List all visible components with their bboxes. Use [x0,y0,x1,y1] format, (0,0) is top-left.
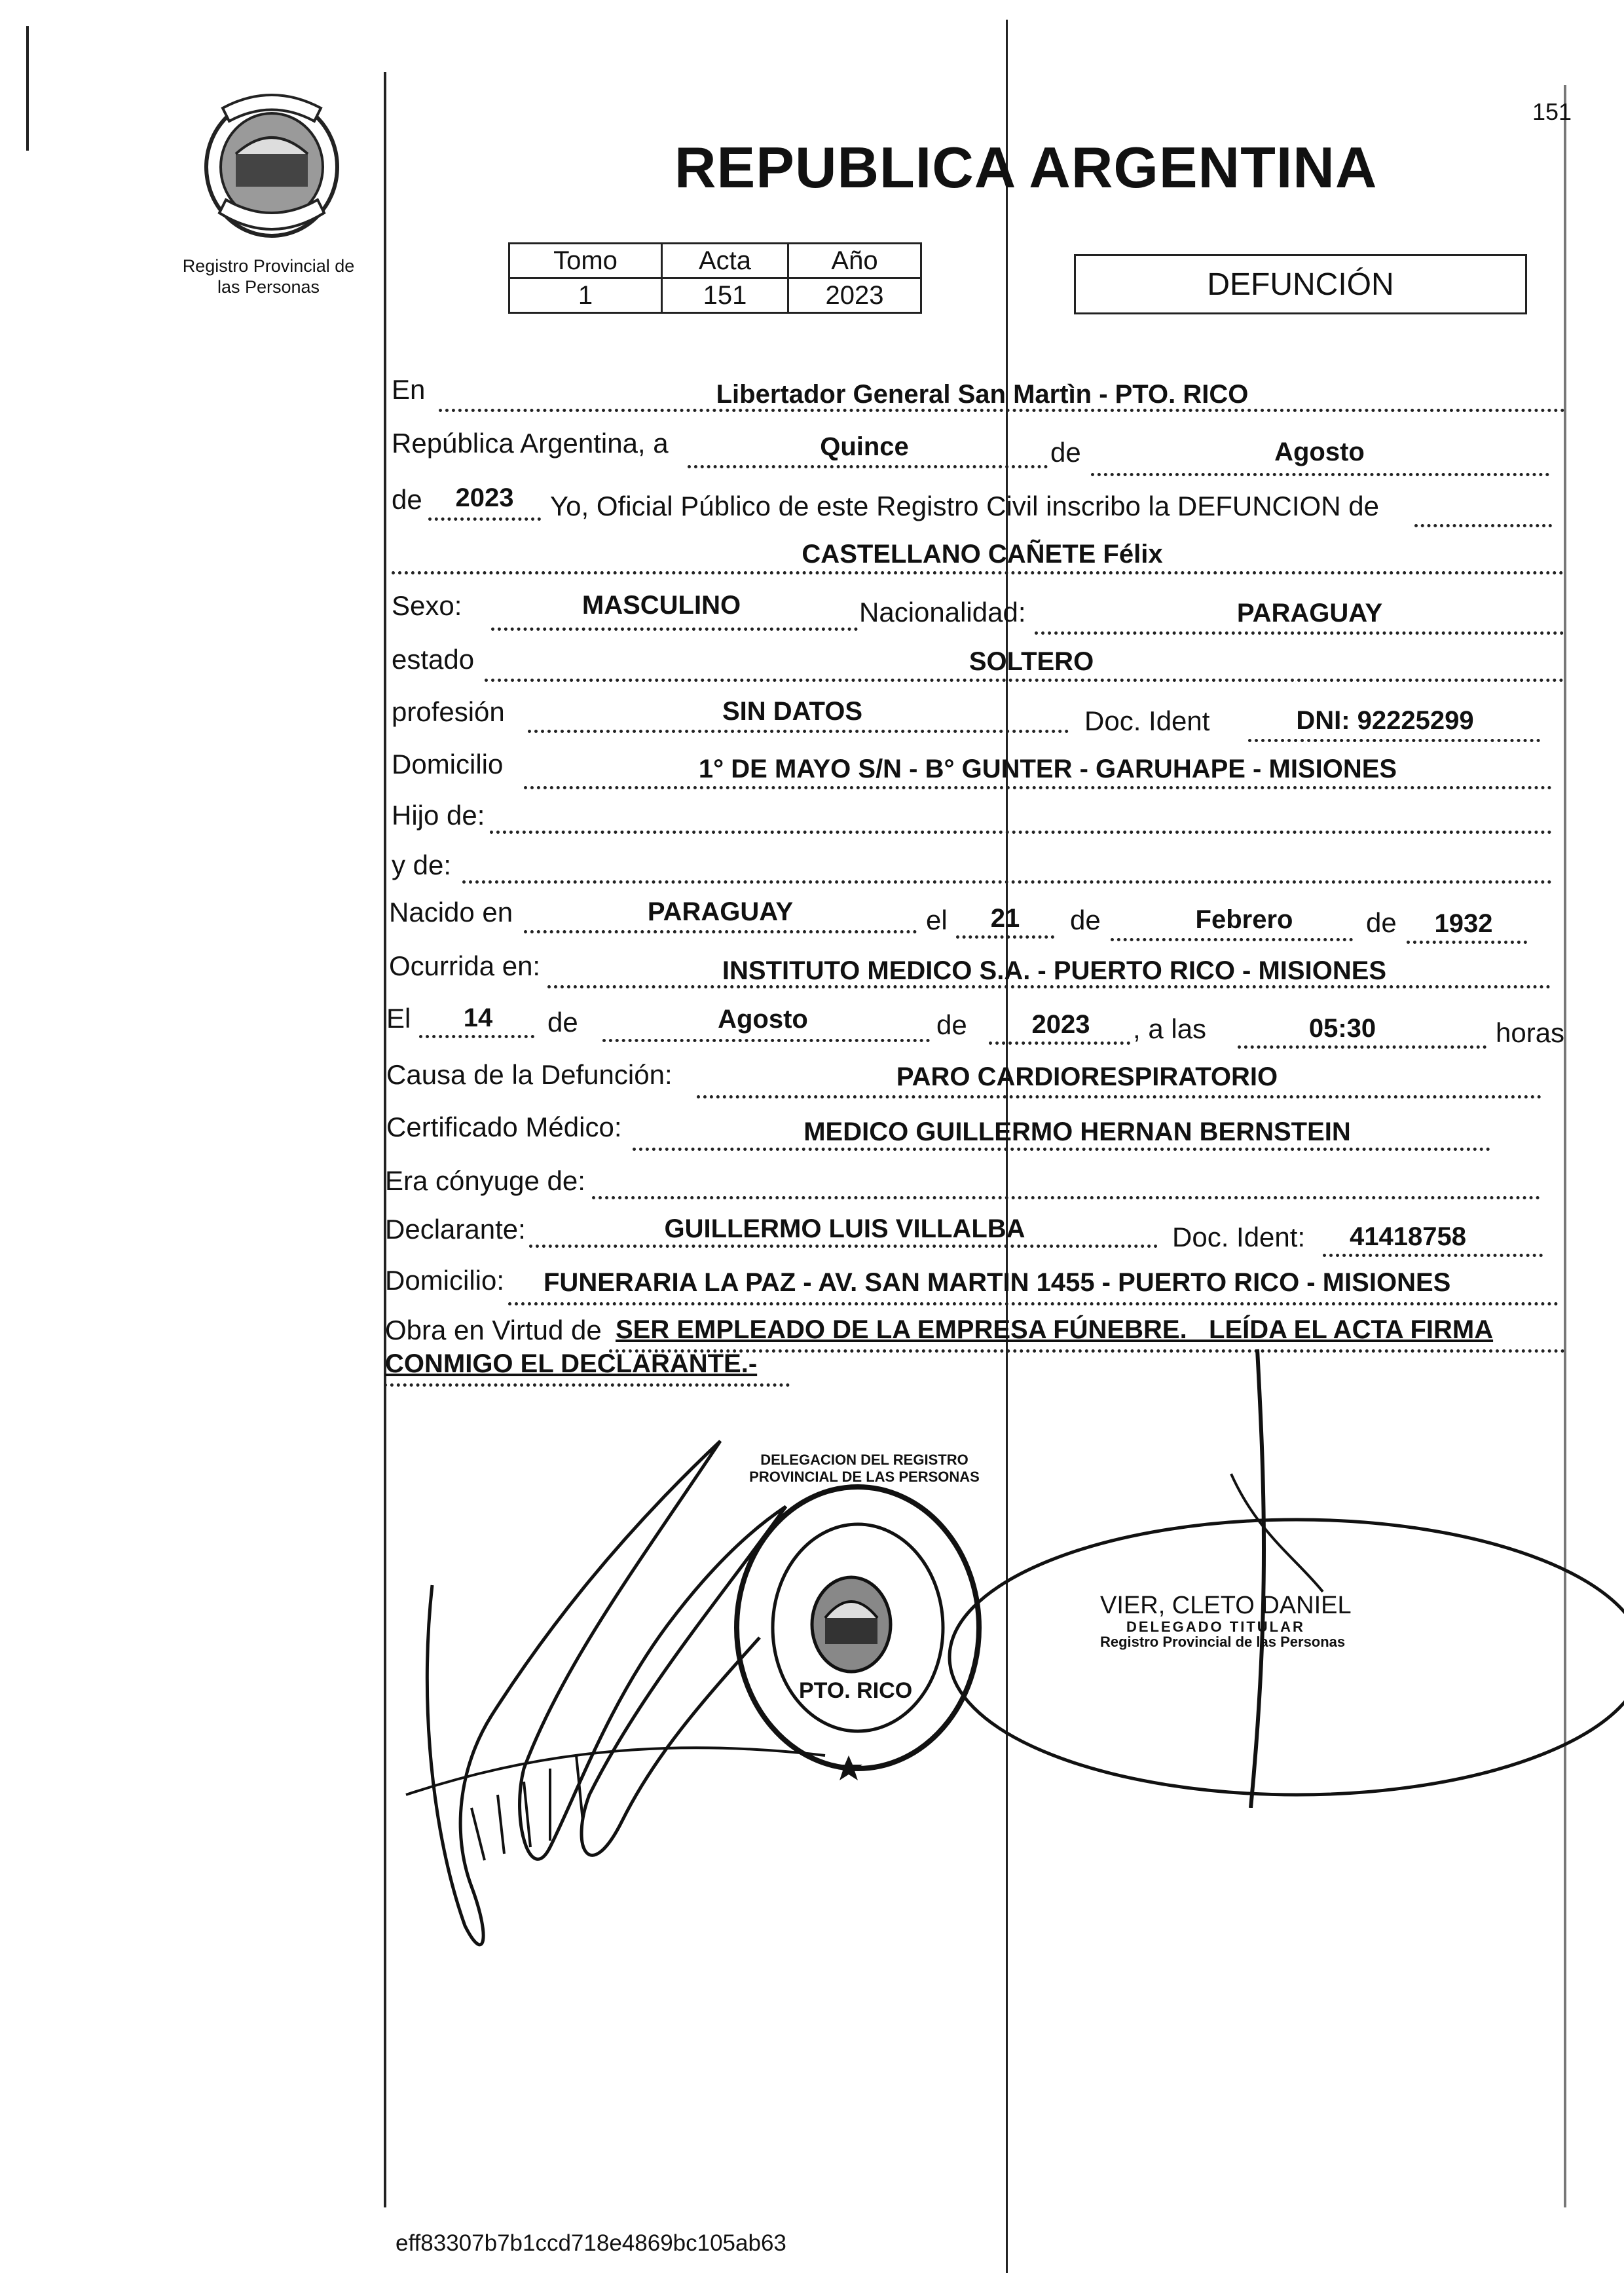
profesion-value: SIN DATOS [722,697,863,726]
label-de-2: de [392,484,422,515]
name-dotted-line [392,571,1564,574]
stamp-ring-text: DELEGACION DEL REGISTRO PROVINCIAL DE LAS PERSONAS [749,1452,980,1485]
label-y-de: y de: [392,850,452,880]
obra-line1-value: SER EMPLEADO DE LA EMPRESA FÚNEBRE._ LEÍDA EL ACTA FIRMA [616,1315,1494,1344]
anio-value: 2023 [788,278,921,313]
official-signer-block [1100,1593,1352,1649]
certificado-dotted-line [633,1148,1490,1151]
death-time-dotted-line [1238,1045,1486,1049]
death-time-value: 05:30 [1308,1014,1376,1043]
birth-day-value: 21 [990,904,1020,933]
place-value: Libertador General San Martìn - PTO. RICO [716,380,1249,409]
label-declarante: Declarante: [385,1214,526,1245]
causa-value: PARO CARDIORESPIRATORIO [896,1062,1278,1091]
label-conyuge: Era cónyuge de: [385,1165,585,1196]
death-year-value: 2023 [1031,1010,1090,1039]
obra-line2-value: CONMIGO EL DECLARANTE.- [385,1349,758,1378]
sexo-dotted-line [491,628,858,631]
page-number: 151 [1532,98,1572,125]
tomo-value: 1 [509,278,662,313]
ocurrida-en-value: INSTITUTO MEDICO S.A. - PUERTO RICO - MISIONES [722,956,1387,985]
birth-day-dotted-line [956,935,1054,939]
record-type-box: DEFUNCIÓN [1074,254,1527,314]
document-hash: eff83307b7b1ccd718e4869bc105ab63 [396,2230,786,2256]
declarante-doc-dotted-line [1323,1254,1543,1257]
label-nacido-en: Nacido en [389,897,513,928]
label-sexo: Sexo: [392,590,462,621]
nacido-en-value: PARAGUAY [647,897,794,926]
year-dotted-line [428,517,541,521]
day-dotted-line [688,465,1048,468]
right-margin-line [1564,85,1566,2207]
label-estado: estado [392,644,475,675]
signer-office: Registro Provincial de las Personas [1100,1633,1346,1650]
label-a-las: , a las [1133,1013,1207,1044]
label-en: En [392,374,426,405]
left-margin-outer-line [26,26,29,151]
label-de-4: de [1366,907,1397,938]
label-doc-ident-2: Doc. Ident: [1172,1222,1306,1252]
label-doc-ident: Doc. Ident [1084,705,1210,736]
death-year-dotted-line [989,1041,1130,1045]
label-obra: Obra en Virtud de [385,1315,602,1345]
official-signature [851,1310,1624,1808]
registry-label-line2: las Personas [217,277,320,297]
label-certificado: Certificado Médico: [386,1112,622,1142]
center-fold-line [1006,20,1008,2273]
label-el: el [926,905,948,935]
death-month-dotted-line [602,1039,930,1042]
declarante-signature [393,1428,864,2017]
label-profesion: profesión [392,696,505,727]
day-words-value: Quince [820,432,909,461]
document-title: REPUBLICA ARGENTINA [674,135,1378,200]
estado-value: SOLTERO [969,647,1094,676]
deceased-name-value: CASTELLANO CAÑETE Félix [802,540,1163,569]
label-republica: República Argentina, a [392,428,669,459]
nacionalidad-value: PARAGUAY [1236,599,1383,628]
y-de-dotted-line [462,880,1552,884]
label-hijo-de: Hijo de: [392,800,485,831]
label-domicilio-2: Domicilio: [385,1265,505,1296]
year-value: 2023 [455,483,514,512]
domicilio-value: 1° DE MAYO S/N - B° GUNTER - GARUHAPE - MISIONES [698,755,1397,783]
place-dotted-line [439,409,1565,412]
profesion-dotted-line [528,730,1069,733]
province-seal-logo [196,82,347,239]
death-day-dotted-line [419,1035,534,1038]
conyuge-dotted-line [592,1196,1540,1199]
ocurrida-dotted-line [547,985,1551,988]
certificado-value: MEDICO GUILLERMO HERNAN BERNSTEIN [803,1117,1351,1146]
domicilio-dotted-line [524,786,1552,789]
declarante-doc-value: 41418758 [1350,1222,1466,1251]
acta-header: Acta [662,244,788,278]
acta-value: 151 [662,278,788,313]
obra-line2-dotted-line [384,1383,790,1387]
label-El: El [386,1003,411,1034]
month-dotted-line [1091,473,1549,476]
declarante-domicilio-dotted-line [508,1302,1559,1305]
month-value: Agosto [1274,438,1365,466]
statement-dotted-line [1414,524,1552,527]
doc-ident-dotted-line [1248,739,1540,742]
label-de-3: de [1070,905,1101,935]
hijo-de-dotted-line [490,831,1552,834]
label-de-5: de [547,1007,578,1038]
nacionalidad-dotted-line [1035,631,1564,635]
registry-label [164,255,373,298]
registry-label-line1: Registro Provincial de [182,256,355,276]
tomo-header: Tomo [509,244,662,278]
label-nacionalidad: Nacionalidad: [859,597,1026,628]
stamp-place: PTO. RICO [799,1678,913,1703]
label-statement: Yo, Oficial Público de este Registro Civil inscribo la DEFUNCION de [550,491,1379,521]
birth-month-dotted-line [1111,938,1353,941]
anio-header: Año [788,244,921,278]
signer-role: DELEGADO TITULAR [1126,1618,1305,1635]
birth-year-value: 1932 [1434,909,1493,938]
doc-ident-value: DNI: 92225299 [1296,706,1474,735]
birth-year-dotted-line [1407,941,1527,944]
estado-dotted-line [485,679,1564,682]
label-domicilio: Domicilio [392,749,504,779]
declarante-domicilio-value: FUNERARIA LA PAZ - AV. SAN MARTIN 1455 - PUERTO RICO - MISIONES [544,1268,1451,1297]
label-de-6: de [936,1009,967,1040]
death-day-value: 14 [463,1003,493,1032]
signer-name: VIER, CLETO DANIEL [1100,1592,1352,1619]
label-horas: horas [1496,1017,1565,1048]
label-causa: Causa de la Defunción: [386,1059,673,1090]
label-de-1: de [1050,437,1081,468]
sexo-value: MASCULINO [581,591,741,620]
declarante-dotted-line [529,1245,1158,1248]
declarante-value: GUILLERMO LUIS VILLALBA [664,1214,1025,1243]
causa-dotted-line [697,1095,1541,1098]
nacido-en-dotted-line [524,930,917,933]
label-ocurrida: Ocurrida en: [389,950,541,981]
record-reference-table [508,242,922,314]
death-month-value: Agosto [718,1005,808,1034]
birth-month-value: Febrero [1195,905,1293,934]
